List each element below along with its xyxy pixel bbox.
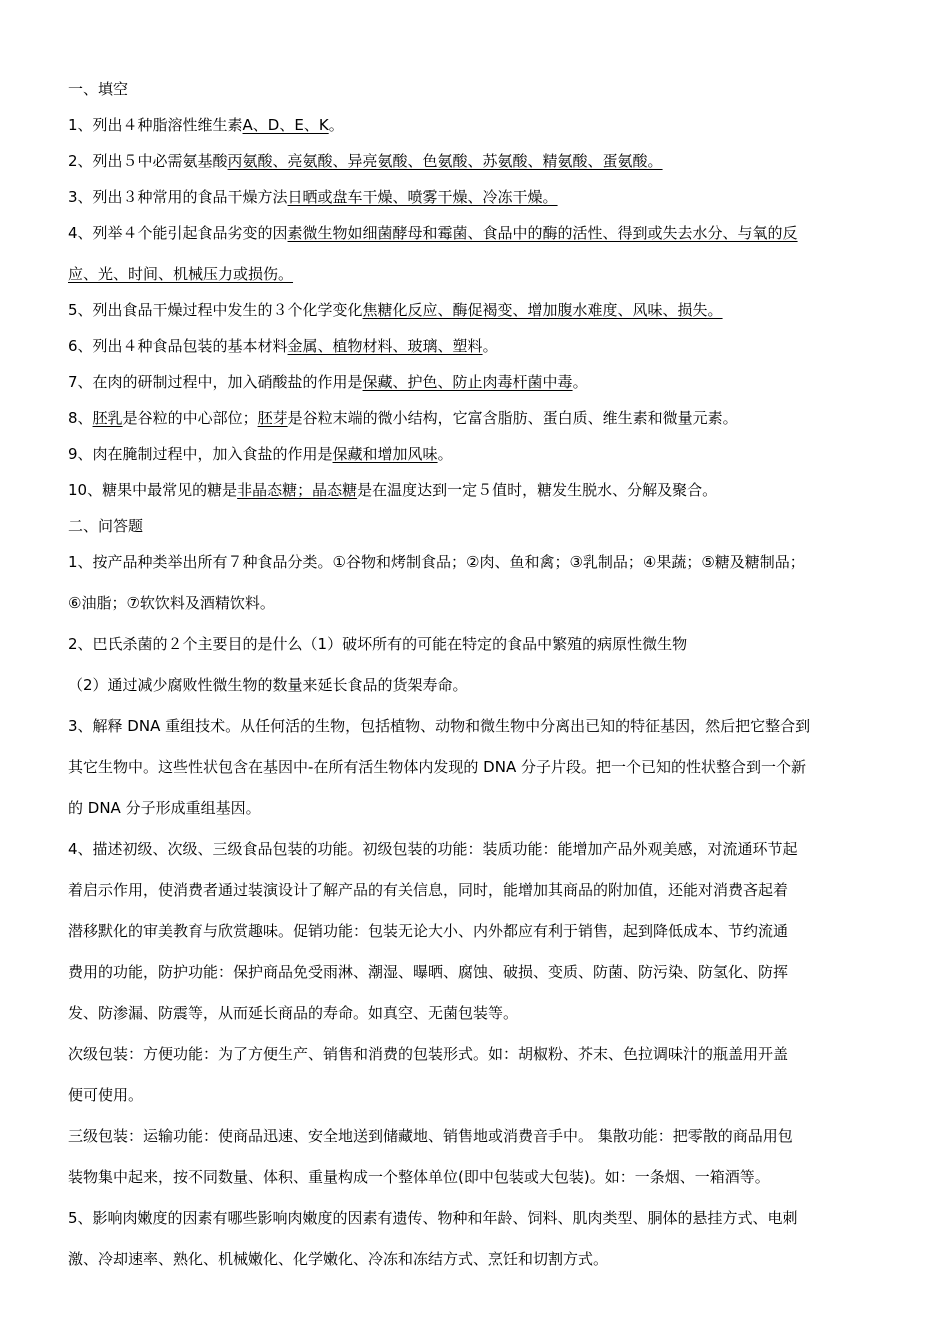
fill-item-9: 9、肉在腌制过程中，加入食盐的作用是保藏和增加风味。: [68, 445, 453, 463]
fill-item-10: 10、糖果中最常见的糖是非晶态糖；晶态糖是在温度达到一定５值时，糖发生脱水、分解及聚合。: [68, 481, 718, 499]
question-1: 1、按产品种类举出所有７种食品分类。①谷物和烤制食品；②肉、鱼和禽；③乳制品；④果蔬；⑤糖及糖制品； ⑥油脂；⑦软饮料及酒精饮料。: [68, 553, 805, 612]
question-4-tertiary: 三级包装：运输功能：使商品迅速、安全地送到储藏地、销售地或消费音手中。 集散功能：把零散的商品用包 装物集中起来，按不同数量、体积、重量构成一个整体单位(即中包装或大包装)。如：一条烟、一箱酒等。: [68, 1127, 793, 1186]
fill-item-3: 3、列出３种常用的食品干燥方法日晒或盘车干燥、喷雾干燥、冷冻干燥。: [68, 188, 558, 206]
fill-item-6: 6、列出４种食品包装的基本材料金属、植物材料、玻璃、塑料。: [68, 337, 498, 355]
question-5: 5、影响肉嫩度的因素有哪些影响肉嫩度的因素有遗传、物种和年龄、饲料、肌肉类型、胴体的悬挂方式、电刺 激、冷却速率、熟化、机械嫩化、化学嫩化、冷冻和冻结方式、烹饪和切割方式。: [68, 1209, 798, 1268]
fill-item-7: 7、在肉的研制过程中，加入硝酸盐的作用是保藏、护色、防止肉毒杆菌中毒。: [68, 373, 588, 391]
question-4: 4、描述初级、次级、三级食品包装的功能。初级包装的功能：装质功能：能增加产品外观美感，对流通环节起 着启示作用，使消费者通过装演设计了解产品的有关信息，同时，能增加其商品的附加值，还能对消费吝起着 潜移默化的审美教育与欣赏趣味。促销功能：包装无论大小、内外都应有利于销售，起到降低成本、节约流通 费用的功能，防护功能：保护商品免受雨淋、潮湿、曝晒、腐蚀、破损、变质、防菌、防污染、防氢化、防挥 发、防渗漏、防震等，从而延长商品的寿命。如真空、无菌包装等。: [68, 840, 798, 1022]
section-heading: 一、填空: [68, 80, 129, 98]
fill-item-4-cont: 应、光、时间、机械压力或损伤。: [68, 265, 294, 283]
document-page: [68, 78, 888, 1289]
question-2: 2、巴氏杀菌的２个主要目的是什么（1）破坏所有的可能在特定的食品中繁殖的病原性微生物 （2）通过减少腐败性微生物的数量来延长食品的货架寿命。: [68, 635, 688, 694]
fill-item-1: 1、列出４种脂溶性维生素A、D、E、K。: [68, 116, 344, 134]
question-4-secondary: 次级包装：方便功能：为了方便生产、销售和消费的包装形式。如：胡椒粉、芥末、色拉调味汁的瓶盖用开盖 便可使用。: [68, 1045, 789, 1104]
fill-item-4: 4、列举４个能引起食品劣变的因素微生物如细菌酵母和霉菌、食品中的酶的活性、得到或失去水分、与氧的反: [68, 224, 798, 242]
section-heading: 二、问答题: [68, 517, 144, 535]
fill-item-2: 2、列出５中必需氨基酸丙氨酸、亮氨酸、异亮氨酸、色氨酸、苏氨酸、精氨酸、蛋氨酸。: [68, 152, 663, 170]
question-3: 3、解释 DNA 重组技术。从任何活的生物，包括植物、动物和微生物中分离出已知的特征基因，然后把它整合到 其它生物中。这些性状包含在基因中-在所有活生物体内发现的 DNA 分子片段。把一个已知的性状整合到一个新 的 DNA 分子形成重组基因。: [68, 717, 811, 817]
fill-item-8: 8、胚乳是谷粒的中心部位；胚芽是谷粒末端的微小结构，它富含脂肪、蛋白质、维生素和微量元素。: [68, 409, 738, 427]
fill-item-5: 5、列出食品干燥过程中发生的３个化学变化焦糖化反应、酶促褐变、增加腹水难度、风味、损失。: [68, 301, 723, 319]
